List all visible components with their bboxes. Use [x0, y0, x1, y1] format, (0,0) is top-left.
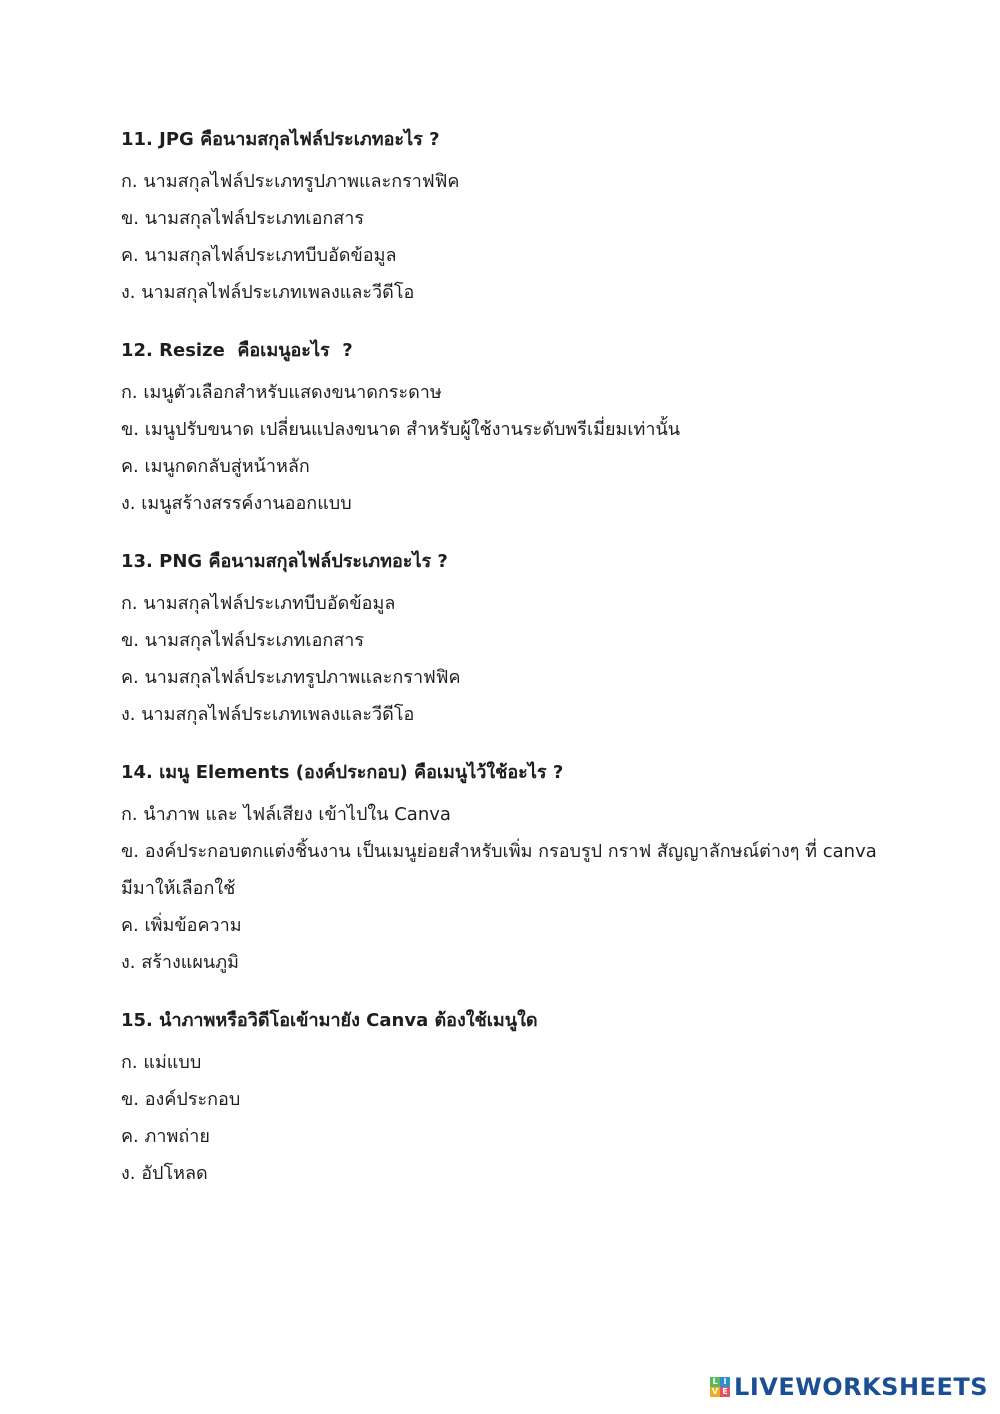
question-12: [121, 333, 881, 522]
question-title: 14. เมนู Elements (องค์ประกอบ) คือเมนูไว้ใช้อะไร ?: [121, 762, 564, 783]
option-b[interactable]: ข. องค์ประกอบ: [121, 1089, 241, 1110]
mark-letter-i: I: [720, 1377, 730, 1387]
liveworksheets-mark-icon: [710, 1377, 730, 1397]
question-14: [121, 755, 881, 981]
question-15: [121, 1003, 881, 1192]
option-b[interactable]: ข. องค์ประกอบตกแต่งชิ้นงาน เป็นเมนูย่อยสำหรับเพิ่ม กรอบรูป กราฟ สัญญาลักษณ์ต่างๆ ที่ canva มีมาให้เลือกใช้: [121, 841, 877, 899]
option-c[interactable]: ค. นามสกุลไฟล์ประเภทรูปภาพและกราฟฟิค: [121, 667, 461, 688]
question-title: 13. PNG คือนามสกุลไฟล์ประเภทอะไร ?: [121, 551, 448, 572]
mark-letter-e: E: [720, 1387, 730, 1397]
brand-name: LIVEWORKSHEETS: [734, 1373, 988, 1401]
option-c[interactable]: ค. นามสกุลไฟล์ประเภทบีบอัดข้อมูล: [121, 245, 397, 266]
liveworksheets-logo: [710, 1372, 988, 1402]
worksheet: [121, 122, 881, 1214]
mark-letter-l: L: [710, 1377, 720, 1387]
option-d[interactable]: ง. สร้างแผนภูมิ: [121, 952, 239, 973]
option-a[interactable]: ก. นามสกุลไฟล์ประเภทบีบอัดข้อมูล: [121, 593, 396, 614]
option-c[interactable]: ค. ภาพถ่าย: [121, 1126, 210, 1147]
question-title: 11. JPG คือนามสกุลไฟล์ประเภทอะไร ?: [121, 129, 440, 150]
option-d[interactable]: ง. นามสกุลไฟล์ประเภทเพลงและวีดีโอ: [121, 704, 415, 725]
question-title: 15. นำภาพหรือวิดีโอเข้ามายัง Canva ต้องใช้เมนูใด: [121, 1010, 538, 1031]
question-title: 12. Resize คือเมนูอะไร ?: [121, 340, 353, 361]
option-a[interactable]: ก. นำภาพ และ ไฟล์เสียง เข้าไปใน Canva: [121, 804, 451, 825]
option-d[interactable]: ง. นามสกุลไฟล์ประเภทเพลงและวีดีโอ: [121, 282, 415, 303]
mark-letter-v: V: [711, 1387, 719, 1396]
option-b[interactable]: ข. นามสกุลไฟล์ประเภทเอกสาร: [121, 630, 365, 651]
option-a[interactable]: ก. แม่แบบ: [121, 1052, 202, 1073]
option-b[interactable]: ข. นามสกุลไฟล์ประเภทเอกสาร: [121, 208, 365, 229]
option-d[interactable]: ง. เมนูสร้างสรรค์งานออกแบบ: [121, 493, 352, 514]
option-a[interactable]: ก. เมนูตัวเลือกสำหรับแสดงขนาดกระดาษ: [121, 382, 442, 403]
option-c[interactable]: ค. เพิ่มข้อความ: [121, 915, 242, 936]
option-c[interactable]: ค. เมนูกดกลับสู่หน้าหลัก: [121, 456, 310, 477]
question-13: [121, 544, 881, 733]
option-b[interactable]: ข. เมนูปรับขนาด เปลี่ยนแปลงขนาด สำหรับผู้ใช้งานระดับพรีเมี่ยมเท่านั้น: [121, 419, 681, 440]
option-a[interactable]: ก. นามสกุลไฟล์ประเภทรูปภาพและกราฟฟิค: [121, 171, 460, 192]
question-11: [121, 122, 881, 311]
option-d[interactable]: ง. อัปโหลด: [121, 1163, 208, 1184]
